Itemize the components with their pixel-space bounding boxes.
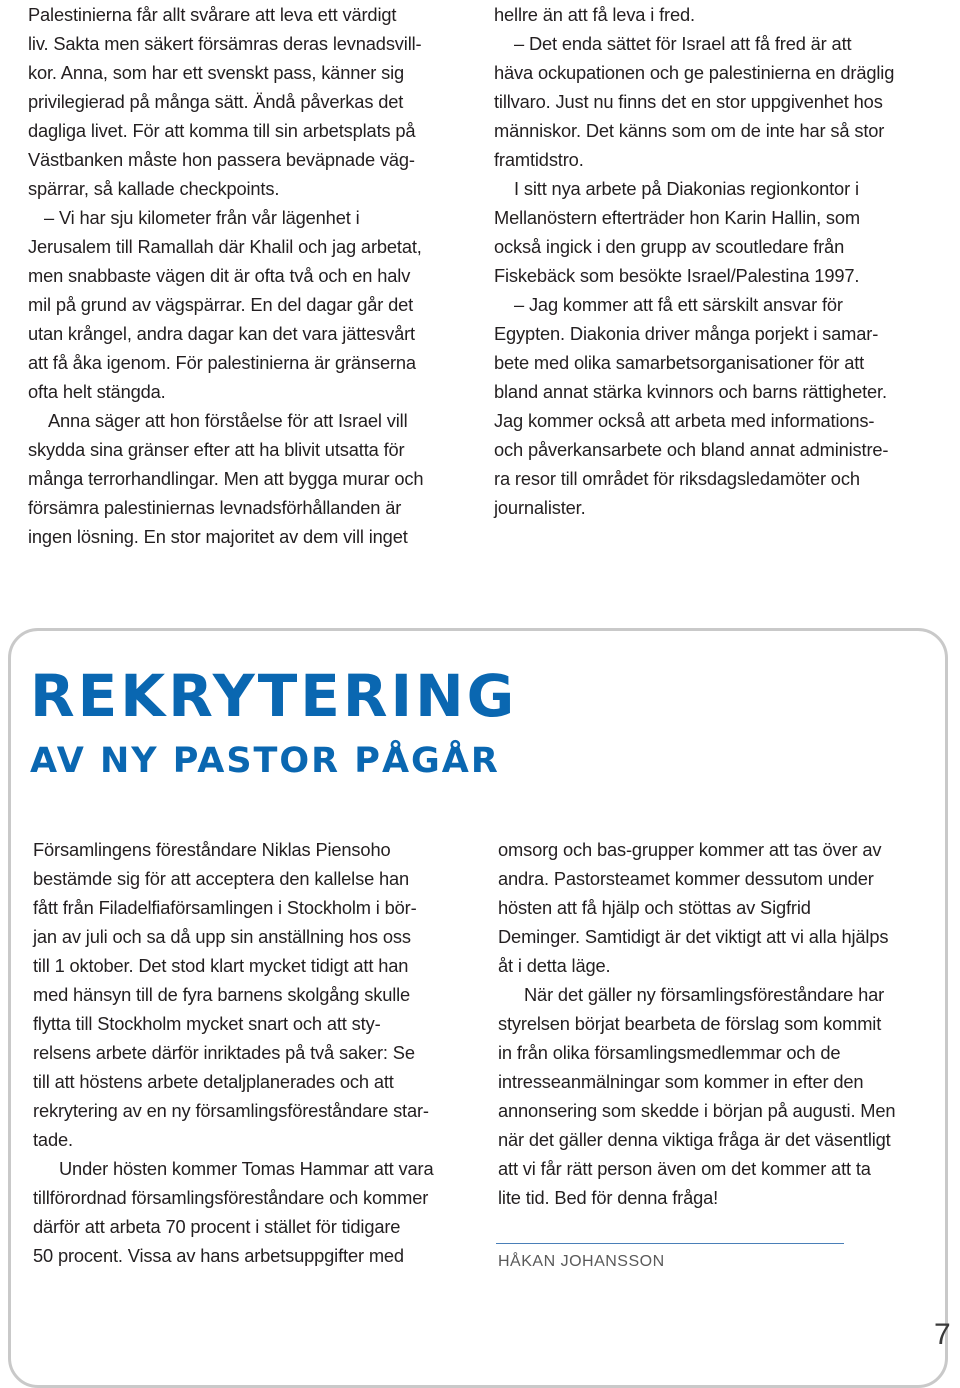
text-line: dagliga livet. För att komma till sin arbetsplats på: [28, 120, 416, 141]
text-line: utan krångel, andra dagar kan det vara jättesvårt: [28, 323, 415, 344]
headline-title: REKRYTERING: [30, 662, 518, 730]
text-line: flytta till Stockholm mycket snart och att sty-: [33, 1013, 381, 1034]
text-line: Egypten. Diakonia driver många porjekt i samar-: [494, 323, 879, 344]
text-line: Församlingens föreståndare Niklas Piensoho: [33, 839, 391, 860]
text-line: Anna säger att hon förståelse för att Israel vill: [48, 410, 408, 431]
text-line: privilegierad på många sätt. Ändå påverkas det: [28, 91, 404, 112]
page-number: 7: [934, 1318, 951, 1351]
text-line: skydda sina gränser efter att ha blivit utsatta för: [28, 439, 405, 460]
text-line: Jag kommer också att arbeta med informations-: [494, 410, 875, 431]
text-line: många terrorhandlingar. Men att bygga murar och: [28, 468, 424, 489]
text-line: intresseanmälningar som kommer in efter den: [498, 1071, 864, 1092]
author-signature: HÅKAN JOHANSSON: [498, 1253, 665, 1270]
text-line: Palestinierna får allt svårare att leva ett värdigt: [28, 4, 397, 25]
article-column-2: [494, 0, 934, 522]
recruitment-headline: [30, 660, 517, 786]
text-line: – Jag kommer att få ett särskilt ansvar för: [514, 294, 843, 315]
text-line: åt i detta läge.: [498, 955, 611, 976]
text-line: att vi får rätt person även om det kommer att ta: [498, 1158, 871, 1179]
text-line: med hänsyn till de fyra barnens skolgång skulle: [33, 984, 411, 1005]
text-line: hellre än att få leva i fred.: [494, 4, 695, 25]
signature-rule: [496, 1243, 844, 1244]
text-line: 50 procent. Vissa av hans arbetsuppgifter med: [33, 1245, 404, 1266]
text-line: ra resor till området för riksdagsledamöter och: [494, 468, 860, 489]
text-line: tillvaro. Just nu finns det en stor uppgivenhet hos: [494, 91, 883, 112]
text-line: också ingick i den grupp av scoutledare från: [494, 236, 845, 257]
text-line: bland annat stärka kvinnors och barns rättigheter.: [494, 381, 887, 402]
text-line: hösten att få hjälp och stöttas av Sigfrid: [498, 897, 811, 918]
text-line: Västbanken måste hon passera beväpnade väg-: [28, 149, 415, 170]
text-line: bete med olika samarbetsorganisationer för att: [494, 352, 865, 373]
text-line: till att höstens arbete detaljplanerades och att: [33, 1071, 394, 1092]
text-line: Jerusalem till Ramallah där Khalil och jag arbetat,: [28, 236, 422, 257]
text-line: fått från Filadelfiaförsamlingen i Stockholm i bör-: [33, 897, 417, 918]
text-line: Deminger. Samtidigt är det viktigt att vi alla hjälps: [498, 926, 889, 947]
text-line: styrelsen börjat bearbeta de förslag som kommit: [498, 1013, 882, 1034]
text-line: när det gäller denna viktiga fråga är det väsentligt: [498, 1129, 891, 1150]
text-line: tillförordnad församlingsföreståndare och kommer: [33, 1187, 429, 1208]
text-line: jan av juli och sa då upp sin anställning hos oss: [33, 926, 411, 947]
text-line: liv. Sakta men säkert försämras deras levnadsvill-: [28, 33, 422, 54]
text-line: till 1 oktober. Det stod klart mycket tidigt att han: [33, 955, 409, 976]
text-line: att få åka igenom. För palestinierna är gränserna: [28, 352, 416, 373]
text-line: ofta helt stängda.: [28, 381, 166, 402]
text-line: – Vi har sju kilometer från vår lägenhet i: [44, 207, 360, 228]
text-line: relsens arbete därför inriktades på två saker: Se: [33, 1042, 415, 1063]
text-line: in från olika församlingsmedlemmar och de: [498, 1042, 841, 1063]
text-line: lite tid. Bed för denna fråga!: [498, 1187, 719, 1208]
text-line: människor. Det känns som om de inte har så stor: [494, 120, 885, 141]
text-line: försämra palestiniernas levnadsförhållanden är: [28, 497, 402, 518]
text-line: tade.: [33, 1129, 73, 1150]
text-line: journalister.: [494, 497, 586, 518]
text-line: rekrytering av en ny församlingsföreståndare star-: [33, 1100, 429, 1121]
text-line: spärrar, så kallade checkpoints.: [28, 178, 280, 199]
text-line: bestämde sig för att acceptera den kallelse han: [33, 868, 410, 889]
text-line: ingen lösning. En stor majoritet av dem vill inget: [28, 526, 408, 547]
text-line: Fiskebäck som besökte Israel/Palestina 1997.: [494, 265, 860, 286]
text-line: annonsering som skedde i början på augusti. Men: [498, 1100, 896, 1121]
headline-subtitle: AV NY PASTOR PÅGÅR: [30, 741, 500, 781]
text-line: men snabbaste vägen dit är ofta två och en halv: [28, 265, 411, 286]
text-line: därför att arbeta 70 procent i stället för tidigare: [33, 1216, 401, 1237]
text-line: Under hösten kommer Tomas Hammar att vara: [59, 1158, 434, 1179]
article-column-1: [28, 0, 468, 551]
text-line: framtidstro.: [494, 149, 584, 170]
text-line: omsorg och bas-grupper kommer att tas över av: [498, 839, 882, 860]
text-line: I sitt nya arbete på Diakonias regionkontor i: [514, 178, 859, 199]
box-column-1: [33, 835, 473, 1270]
box-column-2: [498, 835, 938, 1212]
text-line: – Det enda sättet för Israel att få fred är att: [514, 33, 852, 54]
text-line: häva ockupationen och ge palestinierna en dräglig: [494, 62, 895, 83]
text-line: Mellanöstern efterträder hon Karin Hallin, som: [494, 207, 861, 228]
text-line: andra. Pastorsteamet kommer dessutom under: [498, 868, 874, 889]
text-line: När det gäller ny församlingsföreståndare har: [524, 984, 885, 1005]
text-line: kor. Anna, som har ett svenskt pass, känner sig: [28, 62, 405, 83]
text-line: mil på grund av vägspärrar. En del dagar går det: [28, 294, 414, 315]
text-line: och påverkansarbete och bland annat administre-: [494, 439, 889, 460]
